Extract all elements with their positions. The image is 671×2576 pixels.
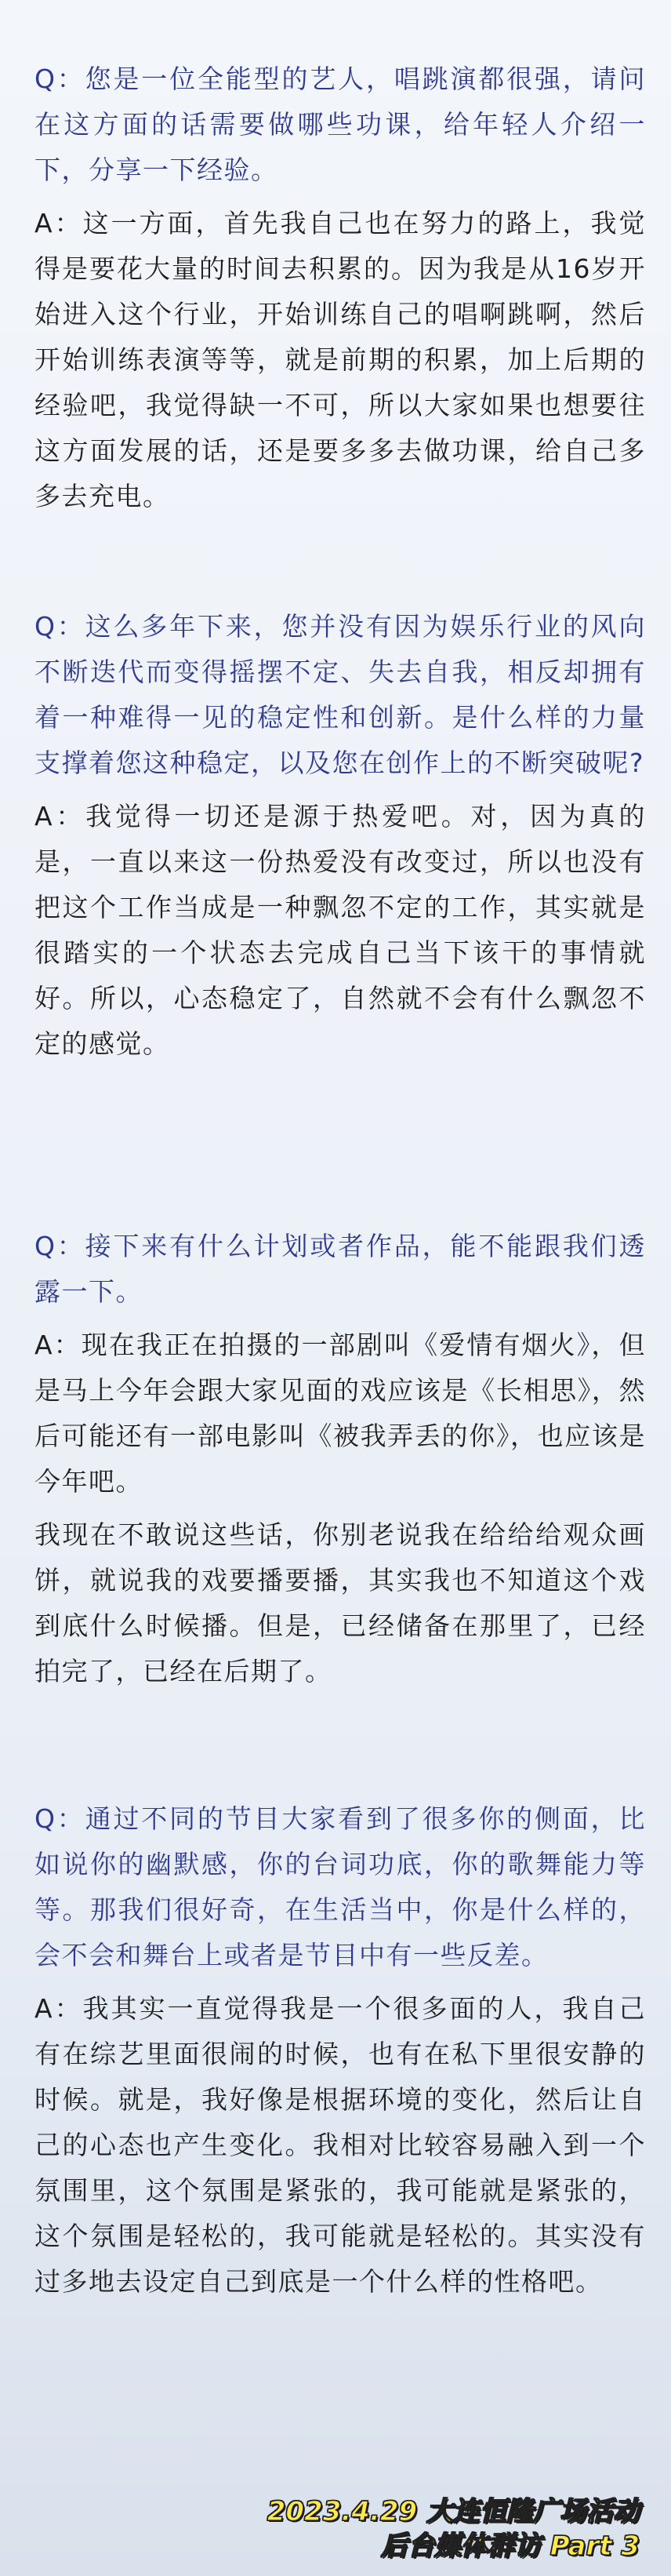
caption-line-2: 后台媒体群访 Part 3 xyxy=(380,2531,640,2562)
answer-4: A：我其实一直觉得我是一个很多面的人，我自己有在综艺里面很闹的时候，也有在私下里很安静的时候。就是，我好像是根据环境的变化，然后让自己的心态也产生变化。我相对比较容易融入到一个氛围里，这个氛围是紧张的，我可能就是紧张的，这个氛围是轻松的，我可能就是轻松的。其实没有过多地去设定自己到底是一个什么样的性格吧。 xyxy=(34,1993,646,2297)
answer-3a: A：现在我正在拍摄的一部剧叫《爱情有烟火》，但是马上今年会跟大家见面的戏应该是《长相思》，然后可能还有一部电影叫《被我弄丢的你》，也应该是今年吧。 xyxy=(34,1330,646,1497)
question-2: Q：这么多年下来，您并没有因为娱乐行业的风向不断迭代而变得摇摆不定、失去自我，相反却拥有着一种难得一见的稳定性和创新。是什么样的力量支撑着您这种稳定，以及您在创作上的不断突破呢? xyxy=(34,611,646,778)
answer-1: A：这一方面，首先我自己也在努力的路上，我觉得是要花大量的时间去积累的。因为我是从16岁开始进入这个行业，开始训练自己的唱啊跳啊，然后开始训练表演等等，就是前期的积累，加上后期的经验吧，我觉得缺一不可，所以大家如果也想要往这方面发展的话，还是要多多去做功课，给自己多多去充电。 xyxy=(34,208,646,511)
qa-block-1 xyxy=(34,56,646,519)
answer-3b: 我现在不敢说这些话，你别老说我在给给给观众画饼，就说我的戏要播要播，其实我也不知道这个戏到底什么时候播。但是，已经储备在那里了，已经拍完了，已经在后期了。 xyxy=(34,1519,646,1686)
event-caption xyxy=(267,2494,640,2563)
question-4: Q：通过不同的节目大家看到了很多你的侧面，比如说你的幽默感，你的台词功底，你的歌舞能力等等。那我们很好奇，在生活当中，你是什么样的，会不会和舞台上或者是节目中有一些反差。 xyxy=(34,1803,646,1970)
qa-block-3 xyxy=(34,1224,646,1694)
caption-line-1: 2023.4.29 大连恒隆广场活动 xyxy=(267,2496,640,2527)
answer-2: A：我觉得一切还是源于热爱吧。对，因为真的是，一直以来这一份热爱没有改变过，所以也没有把这个工作当成是一种飘忽不定的工作，其实就是很踏实的一个状态去完成自己当下该干的事情就好。所以，心态稳定了，自然就不会有什么飘忽不定的感觉。 xyxy=(34,801,646,1059)
qa-block-2 xyxy=(34,604,646,1067)
question-1: Q：您是一位全能型的艺人，唱跳演都很强，请问在这方面的话需要做哪些功课，给年轻人介绍一下，分享一下经验。 xyxy=(34,64,646,185)
question-3: Q：接下来有什么计划或者作品，能不能跟我们透露一下。 xyxy=(34,1231,646,1307)
qa-block-4 xyxy=(34,1796,646,2305)
